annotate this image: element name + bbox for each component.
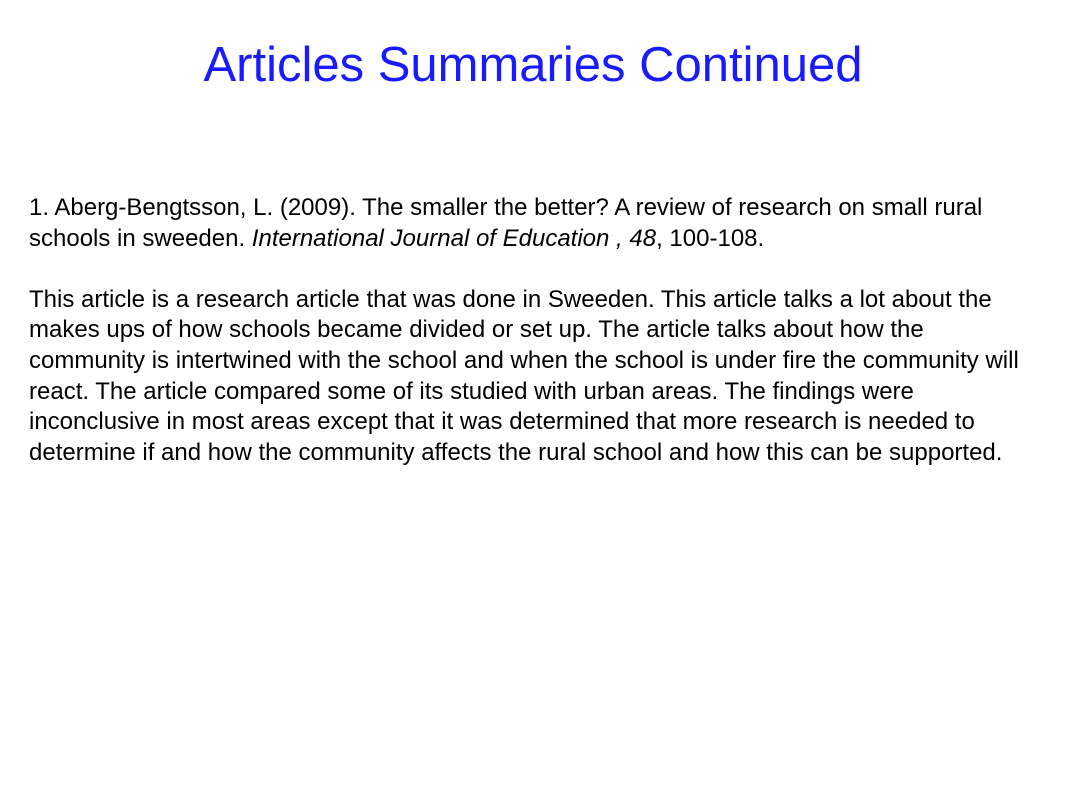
journal-name: International Journal of Education: [251, 224, 610, 252]
slide-title: Articles Summaries Continued: [203, 38, 863, 92]
citation-pages: , 100-108.: [656, 224, 765, 252]
slide-body: [29, 193, 1039, 468]
citation-separator: ,: [609, 224, 630, 252]
article-summary: This article is a research article that was done in Sweeden. This article talks a lot about the makes ups of how schools became divided or set up. The article talks about how the community is intertwined with the school and when the school is under fire the community will react. The article compared some of its studied with urban areas. The findings were inconclusive in most areas except that it was determined that more research is needed to determine if and how the community affects the rural school and how this can be supported.: [29, 285, 1019, 466]
journal-volume: 48: [629, 224, 657, 252]
citation-text: 1. Aberg-Bengtsson, L. (2009). The smaller the better? A review of research on small rural schools in sweeden.: [29, 194, 983, 252]
citation: [29, 193, 1039, 254]
